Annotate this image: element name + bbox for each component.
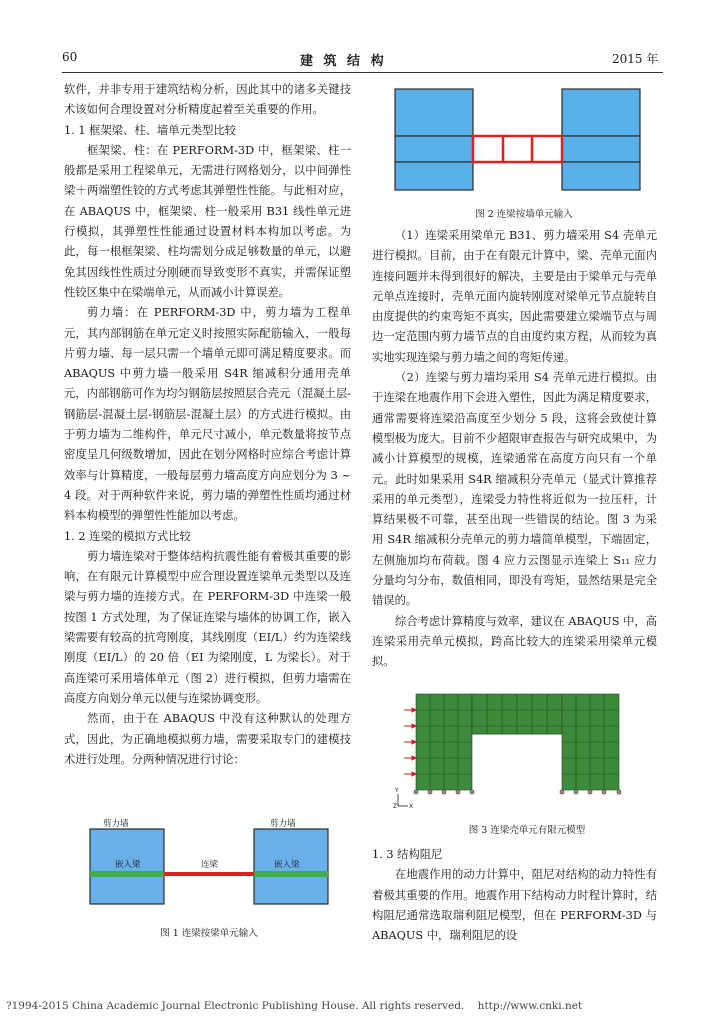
fig3-axis-x: X [409, 803, 414, 810]
fig1-label-embed-right: 嵌入梁 [274, 860, 300, 870]
fig3-axis-triad [398, 794, 408, 806]
fig3-supports [414, 790, 621, 794]
heading-1-2: 1. 2 连梁的模拟方式比较 [64, 529, 191, 543]
fig2-wall-left-mid [395, 136, 473, 162]
right-column-text-top [372, 226, 657, 673]
header-rule [62, 72, 663, 73]
para-frame: 框架梁、柱：在 PERFORM-3D 中，框架梁、柱一般都是采用工程梁单元，无需进行网格划分，以中间弹性梁＋两端塑性铰的方式考虑其弹塑性性能。与此相对应，在 ABAQUS 中，框架梁、柱一般采用 B31 线性单元进行模拟，其弹塑性性能通过设置材料本构加以考虑。为此，每一根框架梁、柱均需划分成足够数量的单元，以避免其因线性性质过分刚硬而导致变形不真实，并需保证塑性铰区集中在梁端单元，从而减小计算误差。 [64, 143, 351, 299]
para-damping: 在地震作用的动力计算中，阻尼对结构的动力特性有着极其重要的作用。地震作用下结构动力时程计算时，结构阻尼通常选取瑞利阻尼模型，但在 PERFORM-3D 与 ABAQUS 中，瑞利阻尼的设 [372, 868, 657, 943]
para-coupling-1: 剪力墙连梁对于整体结构抗震性能有着极其重要的影响，在有限元计算模型中应合理设置连梁单元类型以及连梁与剪力墙的连接方式。在 PERFORM-3D 中连梁一般按图 1 方式处理，为了保证连梁与墙体的协调工作，嵌入梁需要有较高的抗弯刚度，其线刚度（EI/L）约为连梁线刚度（EI/L）的 20 倍（EI 为梁刚度，L 为梁长）。对于高连梁可采用墙体单元（图 2）进行模拟，但剪力墙需在高度方向划分单元以便与连梁协调变形。 [64, 549, 351, 705]
para-intro: 软件，并非专用于建筑结构分析，因此其中的诸多关键技术该如何合理设置对分析精度起着至关重要的作用。 [64, 83, 351, 117]
journal-year: 2015 年 [612, 52, 659, 66]
para-case-2: （2）连梁与剪力墙均采用 S4 壳单元进行模拟。由于连梁在地震作用下会进入塑性，因此为满足精度要求，通常需要将连梁沿高度至少划分 5 段，这将会致使计算模型极为庞大。目前不少超限审查报告与研究成果中，为减小计算模型的规模，连梁通常在高度方向只有一个单元。此时如果采用 S4R 缩减积分壳单元（显式计算推荐采用的单元类型），连梁受力特性将近似为一拉压杆，计算结果极不可靠，甚至出现一些错误的结论。图 3 为采用 S4R 缩减积分壳单元的剪力墙简单模型，下端固定，左侧施加均布荷载。图 4 应力云图显示连梁上 S₁₁ 应力分量均匀分布，数值相同，即没有弯矩，显然结果是完全错误的。 [372, 371, 657, 608]
fig1-label-wall-left: 剪力墙 [103, 819, 129, 829]
para-summary: 综合考虑计算精度与效率，建议在 ABAQUS 中，高连梁采用壳单元模拟，跨高比较大的连梁采用梁单元模拟。 [372, 614, 657, 669]
fig1-label-embed-left: 嵌入梁 [115, 860, 141, 870]
fig3-axis-y: Y [395, 787, 399, 794]
figure-1-caption: 图 1 连梁按梁单元输入 [160, 928, 258, 939]
right-column-text-bottom [372, 845, 657, 946]
fig3-axis-z: Z [393, 803, 398, 810]
fig2-coupling-beam-mesh [473, 136, 562, 162]
page-number: 60 [62, 50, 78, 64]
fig3-load-arrows [404, 708, 416, 776]
para-case-1: （1）连梁采用梁单元 B31、剪力墙采用 S4 壳单元进行模拟。目前，由于在有限元计算中，梁、壳单元面内连接问题并未得到很好的解决，主要是由于梁单元与壳单元单点连接时，壳单元面内旋转刚度对梁单元节点旋转自由度提供的约束弯矩不真实，因此需要建立梁端节点与周边一定范围内剪力墙节点的自由度约束方程，从而较为真实地实现连梁与剪力墙之间的弯矩传递。 [372, 229, 657, 364]
footer-copyright: ?1994-2015 China Academic Journal Electronic Publishing House. All rights reserved. http://www.cnki.net [6, 1000, 583, 1012]
fig1-label-coupling: 连梁 [201, 860, 219, 870]
fig2-wall-right-upper [562, 89, 640, 136]
heading-1-1: 1. 1 框架梁、柱、墙单元类型比较 [64, 123, 237, 137]
fig2-wall-right-mid [562, 136, 640, 162]
para-wall: 剪力墙：在 PERFORM-3D 中，剪力墙为工程单元，其内部钢筋在单元定义时按照实际配筋输入，一般每片剪力墙、每一层只需一个墙单元即可满足精度要求。而 ABAQUS 中剪力墙一般采用 S4R 缩减积分通用壳单元，内部钢筋可作为均匀钢筋层按照层合壳元（混凝土层-钢筋层-混凝土层-钢筋层-混凝土层）的方式进行模拟。由于剪力墙为二维构件，单元尺寸减小，单元数量将按节点密度呈几何级数增加，因此在划分网格时应综合考虑计算效率与计算精度，一般每层剪力墙高度方向应划分为 3 ~ 4 段。对于两种软件来说，剪力墙的弹塑性性质均通过材料本构模型的弹塑性性能加以考虑。 [64, 306, 351, 523]
figure-2 [392, 86, 656, 196]
fig2-wall-left-upper [395, 89, 473, 136]
fig2-wall-right-lower [562, 162, 640, 190]
heading-1-3: 1. 3 结构阻尼 [372, 848, 443, 861]
para-coupling-2: 然而，由于在 ABAQUS 中没有这种默认的处理方式，因此，为正确地模拟剪力墙，需要采取专门的建模技术进行处理。分两种情况进行讨论： [64, 712, 351, 766]
figure-2-caption: 图 2 连梁按墙单元输入 [475, 209, 573, 220]
journal-title: 建 筑 结 构 [300, 54, 387, 69]
figure-3-caption: 图 3 连梁壳单元有限元模型 [468, 825, 586, 836]
fig1-label-wall-right: 剪力墙 [270, 819, 296, 829]
figure-3 [392, 690, 662, 810]
left-column-text-top [64, 80, 351, 770]
fig2-wall-left-lower [395, 162, 473, 190]
